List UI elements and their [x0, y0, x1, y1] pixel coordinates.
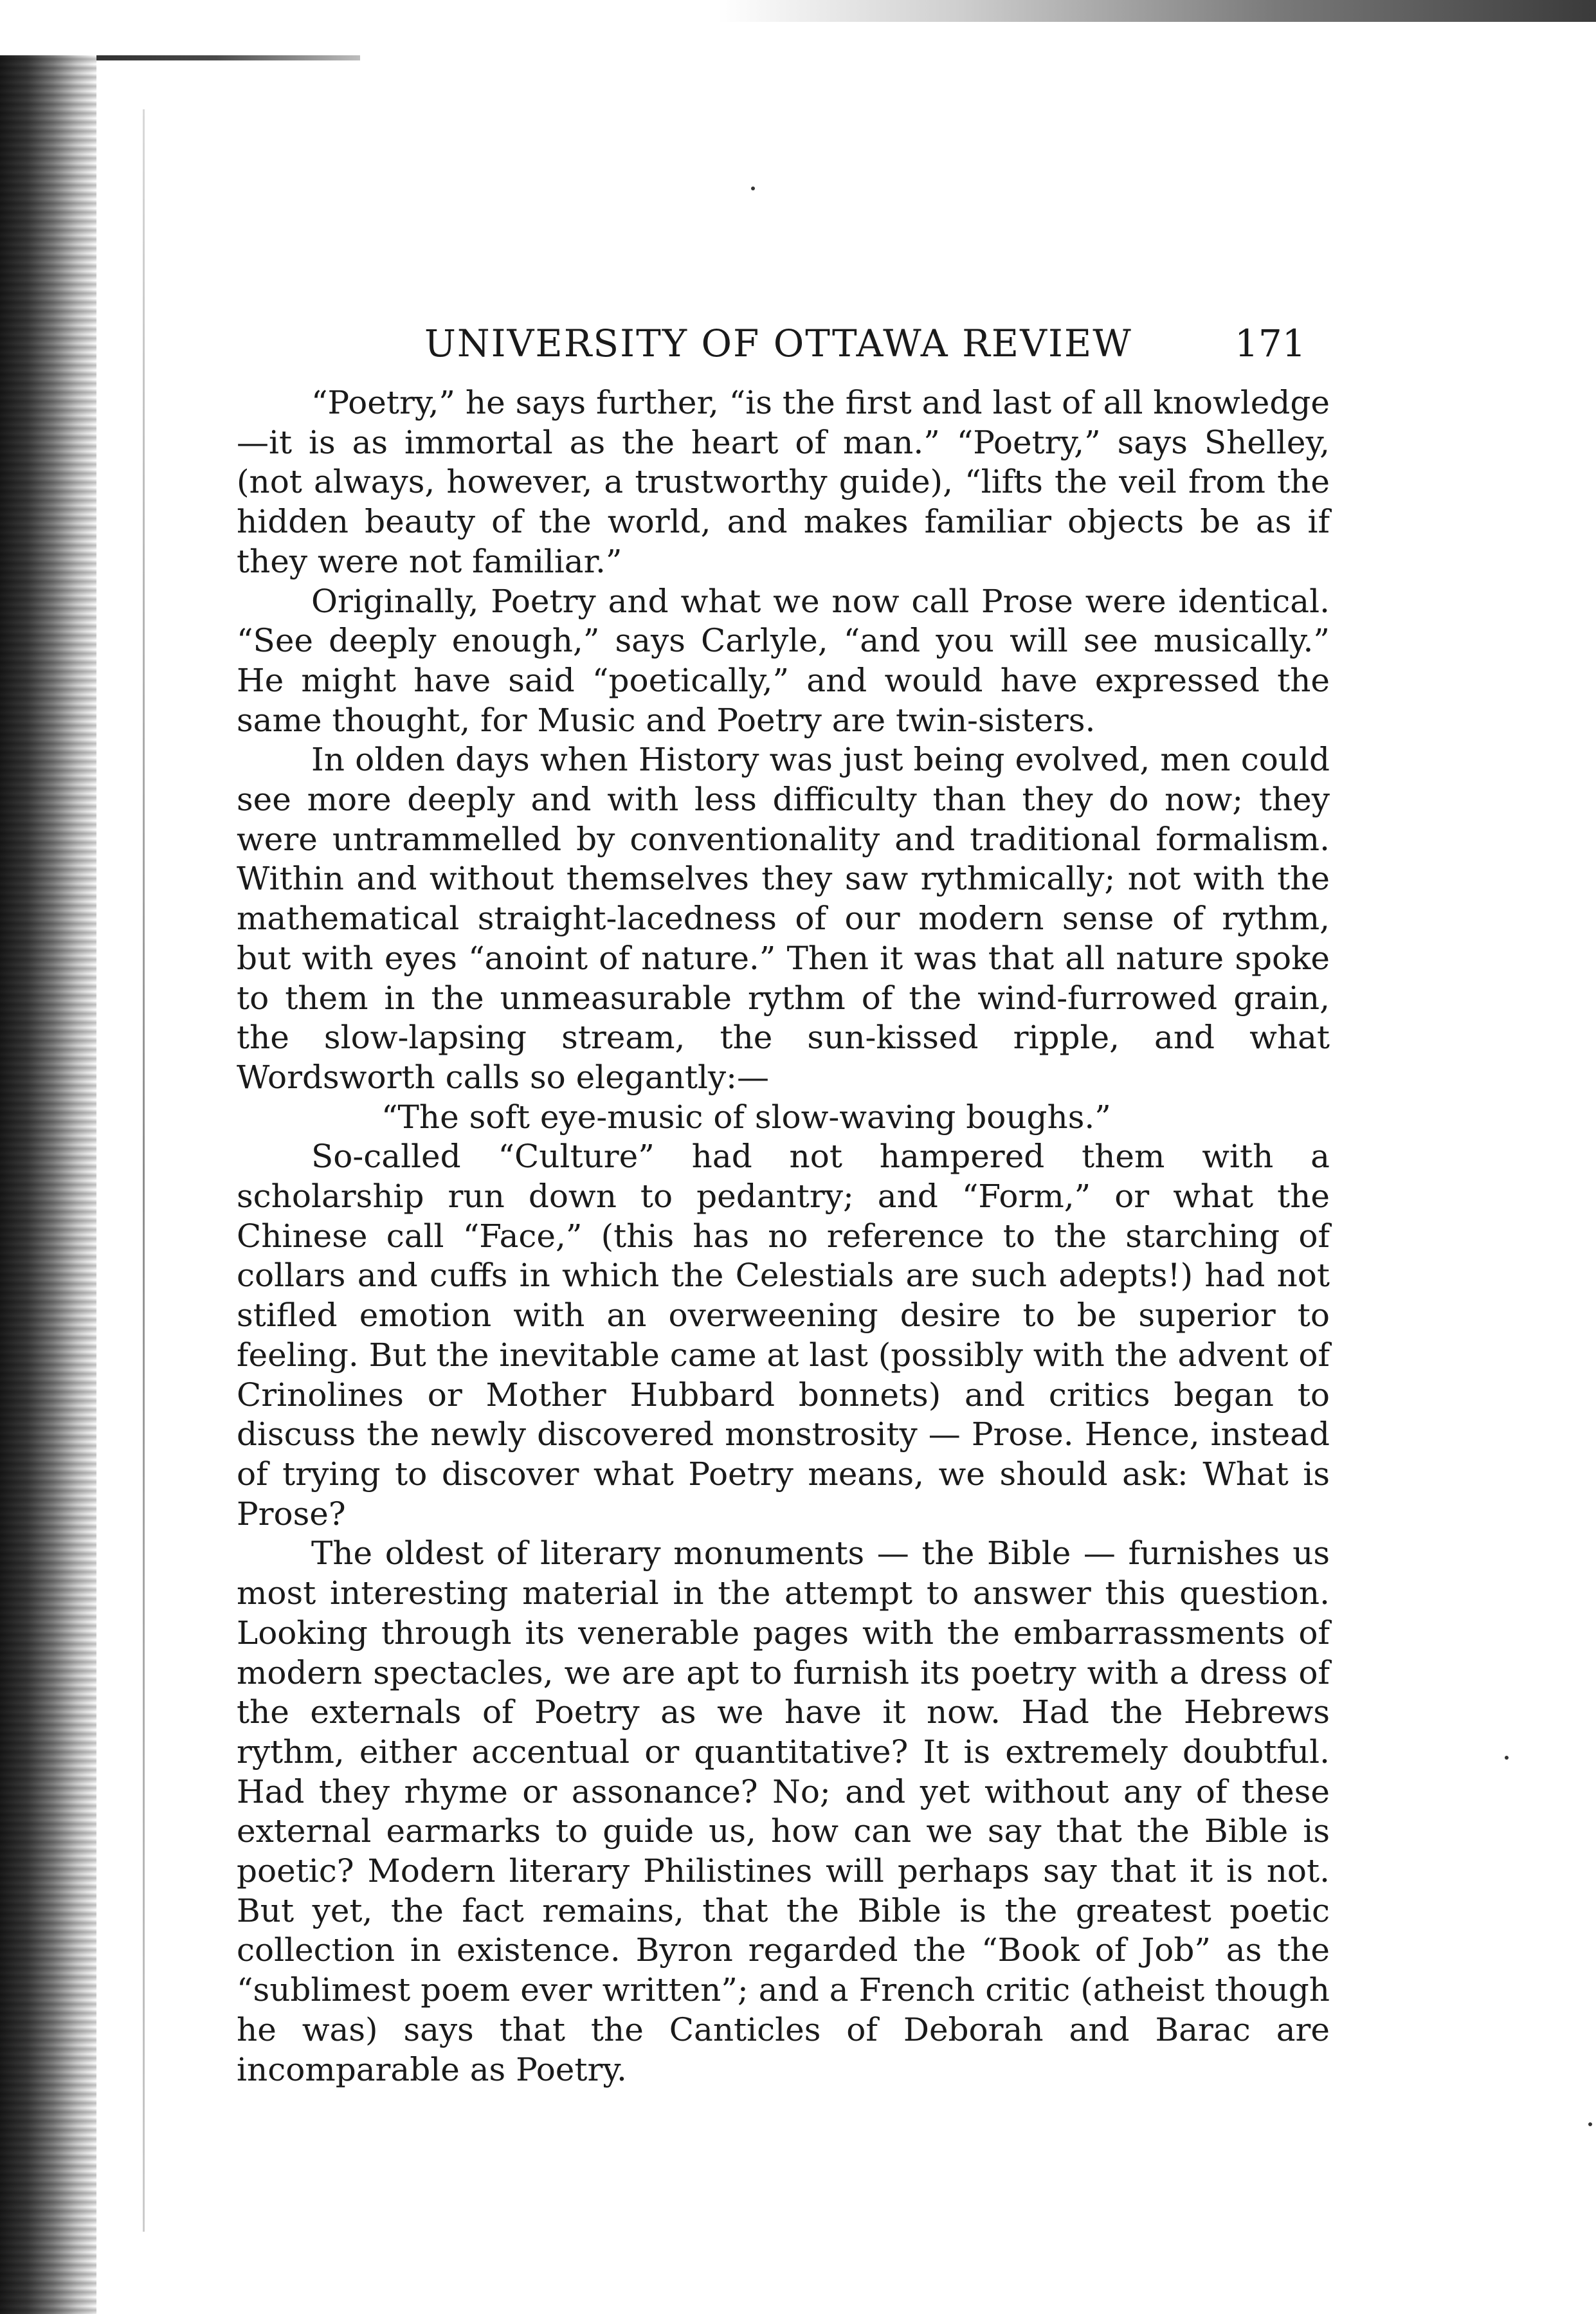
page-header: [424, 322, 1325, 373]
paragraph: “Poetry,” he says further, “is the first and last of all knowledge—it is as immortal as the heart of man.” “Poetry,” says Shelley, (not always, however, a trustworthy guide), “lifts the veil from the hidden beauty of the world, and makes familiar objects be as if they were not familiar.”: [237, 384, 1330, 580]
running-head: UNIVERSITY OF OTTAWA REVIEW: [424, 322, 1132, 365]
paragraph: Originally, Poetry and what we now call Prose were identical. “See deeply enough,” says Carlyle, “and you will see musically.” He might have said “poetically,” and would have expressed the same thought, for Music and Poetry are twin-sisters.: [237, 582, 1330, 739]
book-binding-shadow: [0, 55, 96, 2314]
paragraph: In olden days when History was just being evolved, men could see more deeply and with less difficulty than they do now; they were untrammelled by conventionality and traditional formalism. Within and without themselves they saw rythmically; not with the mathematical straight-lacedness of our modern sense of rythm, but with eyes “anoint of nature.” Then it was that all nature spoke to them in the unmeasurable rythm of the wind-furrowed grain, the slow-lapsing stream, the sun-kissed ripple, and what Wordsworth calls so elegantly:—: [237, 741, 1330, 1096]
binding-crease: [143, 109, 145, 2232]
paragraph: The oldest of literary monuments — the Bible — furnishes us most interesting material in the attempt to answer this question. Looking through its venerable pages with the embarrassments of modern spectacles, we are apt to furnish its poetry with a dress of the externals of Poetry as we have it now. Had the Hebrews rythm, either accentual or quantitative? It is extremely doubtful. Had they rhyme or assonance? No; and yet without any of these external earmarks to guide us, how can we say that the Bible is poetic? Modern literary Philistines will perhaps say that it is not. But yet, the fact remains, that the Bible is the greatest poetic collection in existence. Byron regarded the “Book of Job” as the “sublimest poem ever written”; and a French critic (atheist though he was) says that the Canticles of Deborah and Barac are incomparable as Poetry.: [237, 1535, 1330, 2088]
scan-speck: [1588, 2122, 1592, 2126]
page-number: 171: [1235, 322, 1306, 365]
scan-speck: [751, 187, 755, 190]
paragraph: So-called “Culture” had not hampered them with a scholarship run down to pedantry; and “Form,” or what the Chinese call “Face,” (this has no reference to the starching of collars and cuffs in which the Celestials are such adepts!) had not stifled emotion with an overweening desire to be superior to feeling. But the inevitable came at last (possibly with the advent of Crinolines or Mother Hubbard bonnets) and critics began to discuss the newly discovered monstrosity — Prose. Hence, instead of trying to discover what Poetry means, we should ask: What is Prose?: [237, 1138, 1330, 1533]
scan-speck: [1505, 1756, 1509, 1760]
body-text: [237, 383, 1330, 2090]
page-top-edge-shadow: [0, 0, 1596, 22]
block-quote: “The soft eye-music of slow-waving boughs.”: [381, 1098, 1111, 1136]
